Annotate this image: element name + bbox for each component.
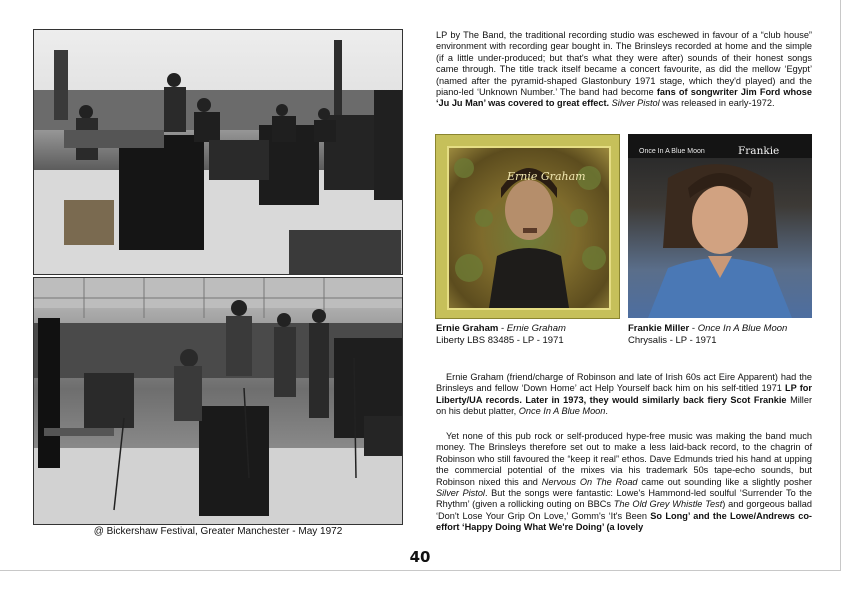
final-text-c: . But the songs were fantastic: Lowe's Hammond-led soulful ‘Surrender To the Rhythm’ (given a rollicking outing on BBCs bbox=[436, 488, 812, 510]
cover-portrait-illustration bbox=[628, 158, 812, 318]
album-caption-ernie-graham bbox=[436, 323, 566, 347]
caption-separator: - bbox=[689, 323, 698, 334]
intro-text-bold: fans of songwriter Jim Ford whose ‘Ju Ju Man’ was covered to great effect. bbox=[436, 87, 812, 109]
cover-artist-text: Frankie bbox=[738, 145, 780, 157]
album-cover-frankie-miller bbox=[628, 134, 812, 318]
caption-label-line: Liberty LBS 83485 - LP - 1971 bbox=[436, 335, 564, 346]
mid-text-c: Miller on his debut platter, bbox=[436, 394, 813, 417]
mid-text-d: . bbox=[605, 406, 608, 417]
caption-separator: - bbox=[498, 323, 507, 334]
stage-photo-bottom bbox=[33, 277, 403, 525]
intro-album-title: Silver Pistol bbox=[611, 98, 660, 109]
page-number: 40 bbox=[409, 548, 431, 566]
stage-photo-top-illustration bbox=[34, 30, 402, 274]
caption-title: Once In A Blue Moon bbox=[697, 323, 788, 334]
final-text-d: ) and gorgeous ballad ‘Don't Lose Your Grip On Love,’ Gomm's ‘It's Been bbox=[436, 499, 812, 521]
final-text-b: came out sounding like a slightly posher bbox=[637, 476, 813, 487]
stage-photo-bottom-illustration bbox=[34, 278, 402, 524]
final-text-bold: So Long’ and the Lowe/Andrews co-effort ‘Happy Doing What We're Doing’ (a lovely bbox=[436, 510, 812, 533]
final-tv-show-title: The Old Grey Whistle Test bbox=[613, 499, 723, 510]
album-cover-ernie-graham bbox=[435, 134, 620, 319]
mid-text-bold: LP for Liberty/UA records. Later in 1973, they would similarly back fiery Scot Frankie bbox=[436, 383, 812, 405]
mid-paragraph bbox=[436, 372, 812, 418]
caption-label-line: Chrysalis - LP - 1971 bbox=[628, 335, 717, 346]
caption-title: Ernie Graham bbox=[506, 323, 566, 334]
mid-album-title: Once In A Blue Moon bbox=[518, 406, 606, 417]
intro-text-a: LP by The Band, the traditional recording studio was eschewed in favour of a “club house” environment with recording gear bought in. The Brinsleys recorded at home and the simple (if a little under-produced; but that's what they were after) sounds of their honest songs came through. The title track itself became a concert favourite, as did the mellow ‘Egypt’ (named after the pyramid-shaped Glastonbury 1971 stage, which they'd played) and the piano-led ‘Unknown Number.’ The band had become bbox=[436, 30, 812, 98]
caption-artist: Frankie Miller bbox=[628, 323, 690, 334]
photo-caption: @ Bickershaw Festival, Greater Manchester - May 1972 bbox=[93, 526, 343, 537]
final-album-title-2: Silver Pistol bbox=[436, 488, 485, 499]
cover-portrait-photo bbox=[628, 158, 812, 318]
final-text-a: Yet none of this pub rock or self-produced hype-free music was making the band much money. The Brinsleys therefore set out to make a less laid-back record, to the chagrin of Robinson who still favoured the “keep it real” ethos. Dave Edmunds tried his hand at upping the commercial potential of the mixes via his trademark 50s tape-echo sounds, but Robinson nixed this and bbox=[436, 431, 812, 487]
cover-portrait-frame bbox=[447, 146, 611, 310]
stage-photo-top bbox=[33, 29, 403, 275]
intro-paragraph bbox=[436, 30, 812, 110]
intro-text-d: was released in early-1972. bbox=[659, 98, 775, 109]
final-album-title-1: Nervous On The Road bbox=[541, 476, 638, 487]
caption-artist: Ernie Graham bbox=[436, 323, 499, 334]
cover-title-text: Ernie Graham bbox=[507, 170, 586, 183]
final-paragraph bbox=[436, 431, 812, 534]
mid-text-a: Ernie Graham (friend/charge of Robinson and late of Irish 60s act Eire Apparent) had the Brinsleys and fellow ‘Down Home’ act Help Yourself back him on his self-titled 1971 bbox=[436, 372, 812, 394]
album-caption-frankie-miller bbox=[628, 323, 787, 347]
cover-album-text: Once In A Blue Moon bbox=[639, 148, 705, 155]
